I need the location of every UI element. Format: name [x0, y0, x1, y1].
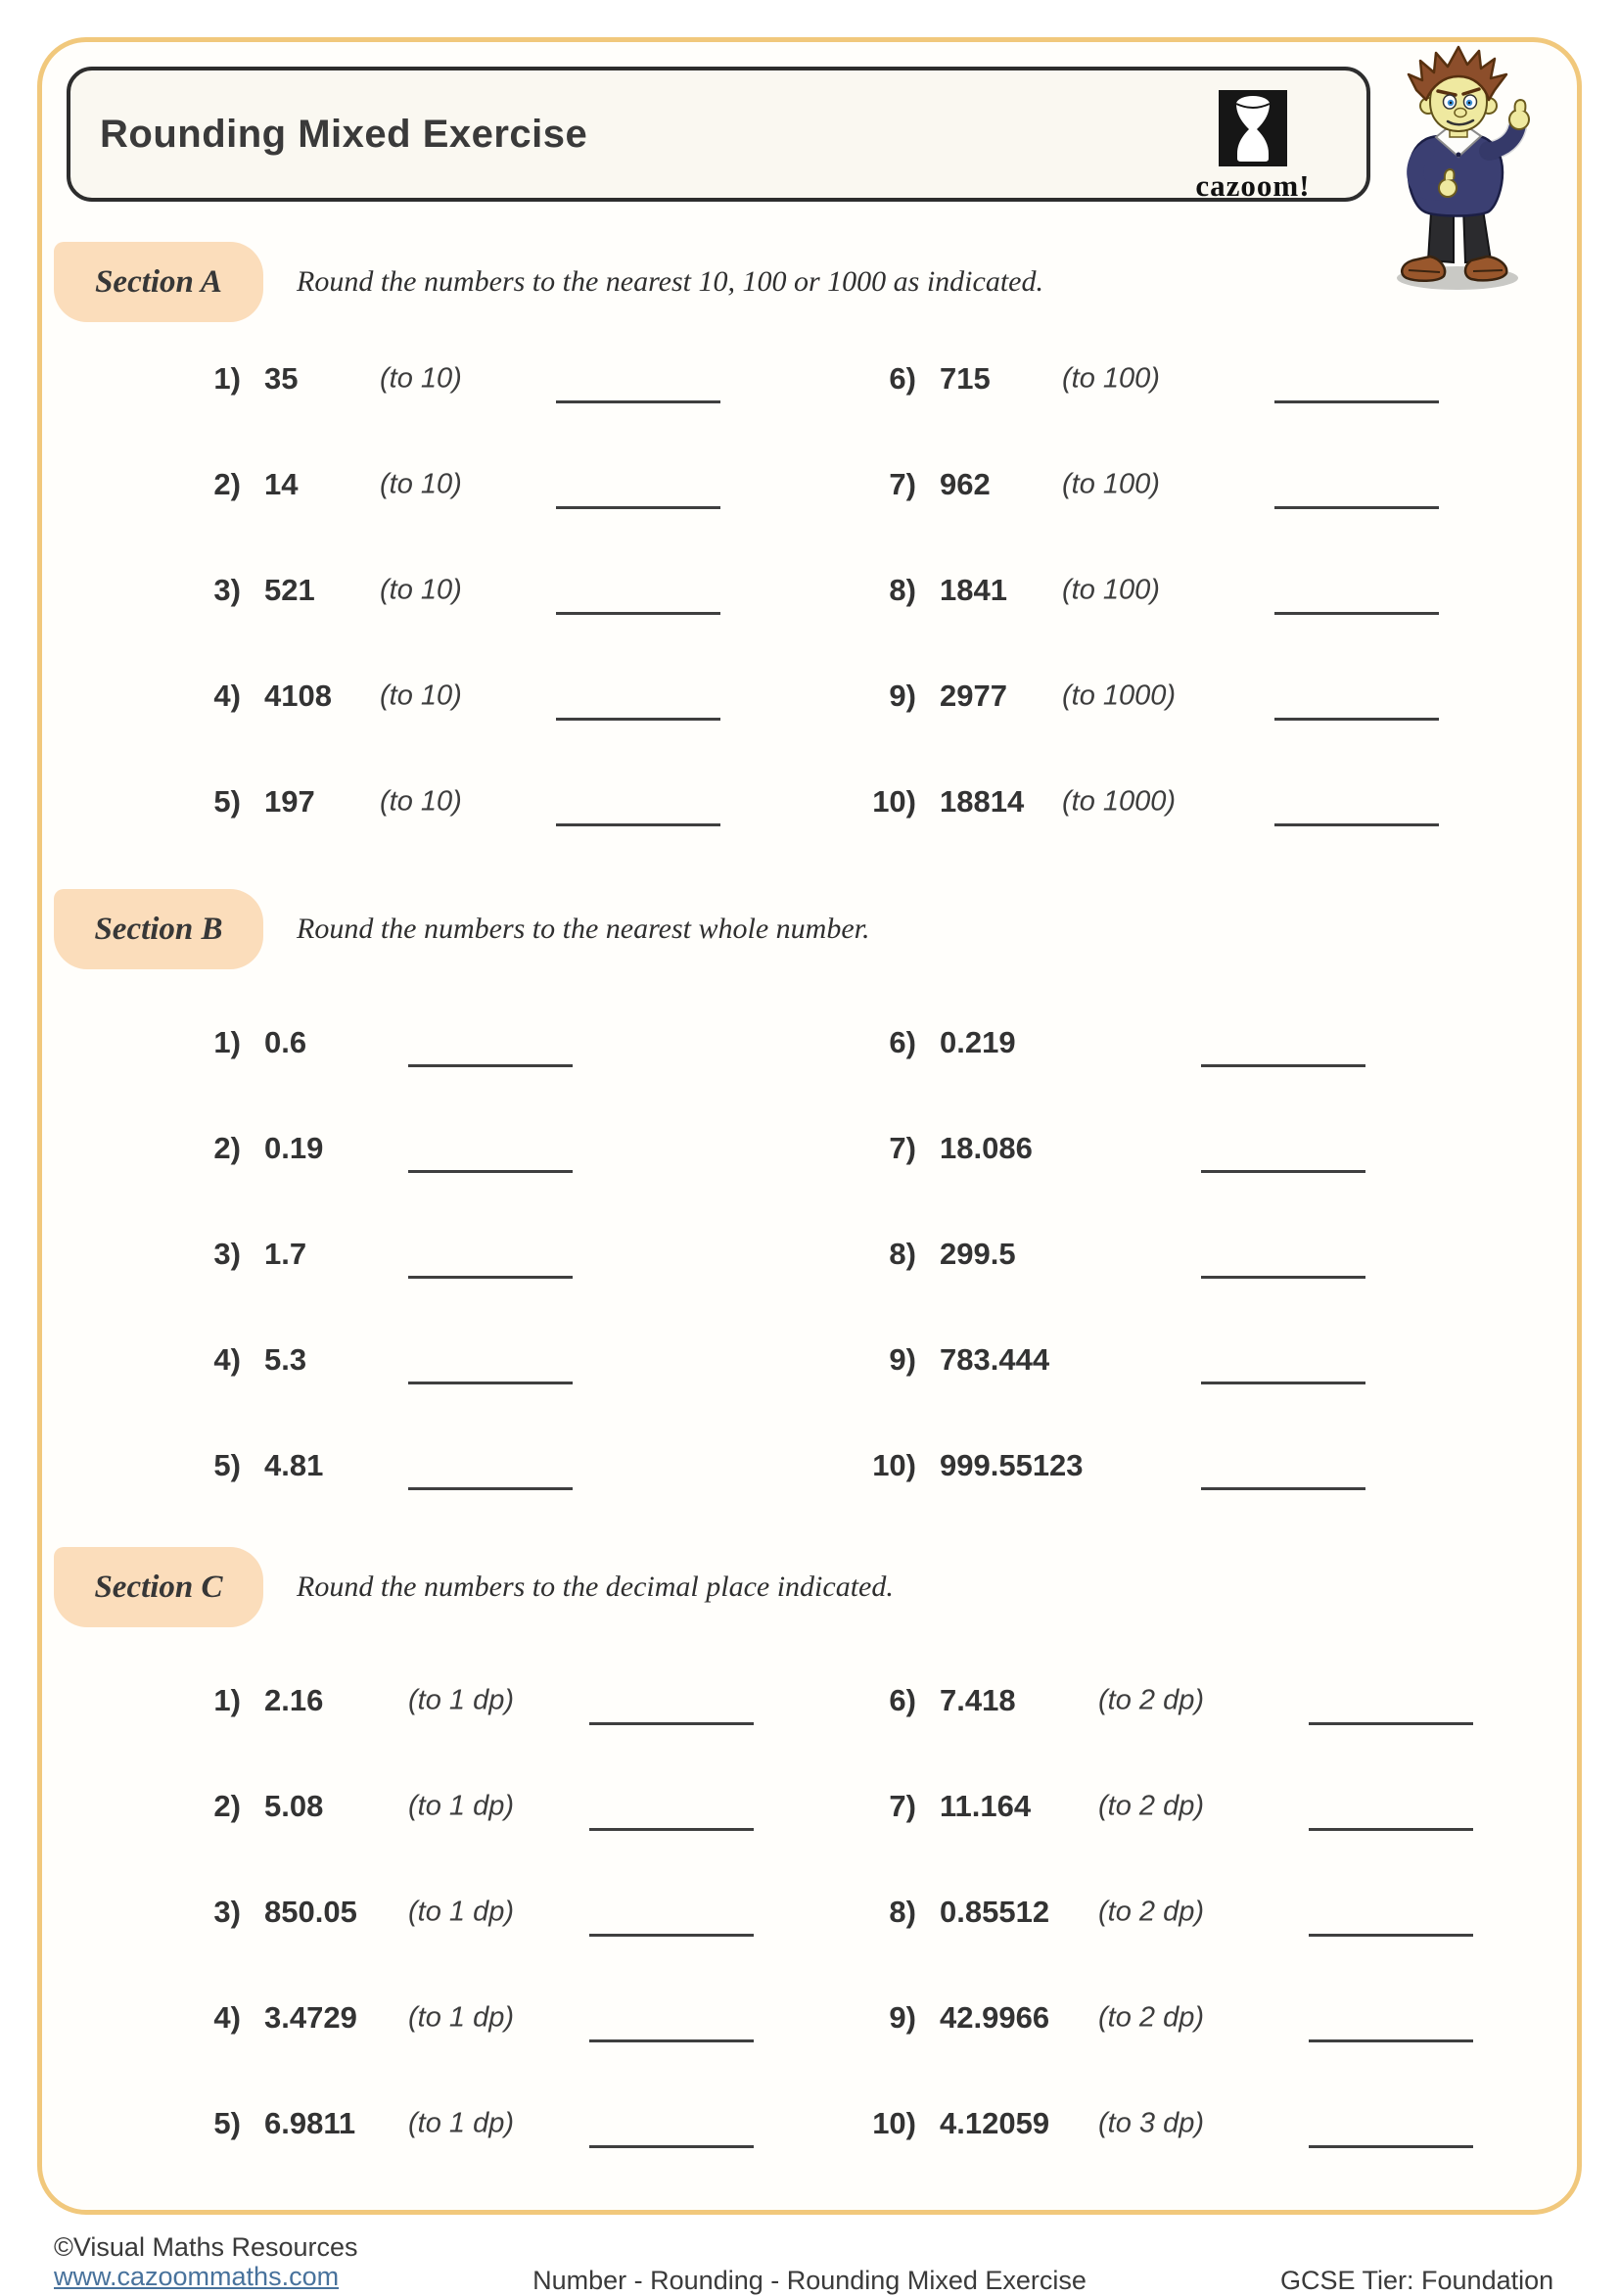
question-value: 715: [940, 361, 991, 396]
question-hint: (to 10): [380, 468, 462, 500]
question-hint: (to 3 dp): [1098, 2107, 1204, 2139]
question-number: 10): [872, 2106, 916, 2140]
question-number: 5): [213, 2106, 241, 2140]
question-value: 2977: [940, 679, 1007, 713]
question-number: 8): [889, 1237, 916, 1271]
question-value: 0.219: [940, 1025, 1016, 1059]
question-hint: (to 1 dp): [408, 2107, 514, 2139]
question-value: 521: [264, 573, 315, 607]
question-number: 3): [213, 1895, 241, 1929]
question-value: 5.3: [264, 1342, 307, 1377]
question-hint: (to 100): [1062, 574, 1160, 606]
question-value: 6.9811: [264, 2106, 356, 2140]
question-number: 9): [889, 2000, 916, 2035]
question-number: 1): [213, 361, 241, 396]
question-hint: (to 2 dp): [1098, 1790, 1204, 1822]
question-value: 4.81: [264, 1448, 324, 1482]
question-number: 5): [213, 784, 241, 819]
question-value: 14: [264, 467, 299, 501]
question-value: 299.5: [940, 1237, 1016, 1271]
section-instruction: Round the numbers to the nearest whole number.: [297, 913, 870, 945]
question-number: 4): [213, 679, 241, 713]
question-value: 962: [940, 467, 991, 501]
page-border: [37, 37, 1582, 2215]
question-hint: (to 1 dp): [408, 1790, 514, 1822]
section-label-text: Section A: [95, 263, 222, 300]
question-number: 7): [889, 1789, 916, 1823]
cazoom-drum-icon: [1219, 90, 1287, 166]
question-number: 3): [213, 1237, 241, 1271]
question-hint: (to 1 dp): [408, 1684, 514, 1716]
question-value: 4.12059: [940, 2106, 1050, 2140]
question-number: 1): [213, 1683, 241, 1717]
question-value: 850.05: [264, 1895, 357, 1929]
question-number: 4): [213, 1342, 241, 1377]
question-number: 7): [889, 1131, 916, 1165]
footer-breadcrumb: Number - Rounding - Rounding Mixed Exercise: [532, 2266, 1087, 2295]
question-value: 783.444: [940, 1342, 1050, 1377]
question-number: 7): [889, 467, 916, 501]
question-hint: (to 1 dp): [408, 1896, 514, 1928]
question-number: 2): [213, 1131, 241, 1165]
question-number: 8): [889, 1895, 916, 1929]
section-label-text: Section B: [94, 911, 223, 947]
question-hint: (to 2 dp): [1098, 1896, 1204, 1928]
question-value: 18.086: [940, 1131, 1033, 1165]
logo-text: cazoom!: [1195, 168, 1311, 203]
page-title: Rounding Mixed Exercise: [100, 112, 588, 156]
question-number: 3): [213, 573, 241, 607]
question-hint: (to 10): [380, 679, 462, 712]
question-hint: (to 1 dp): [408, 2001, 514, 2034]
question-number: 2): [213, 467, 241, 501]
question-value: 11.164: [940, 1789, 1032, 1823]
question-value: 2.16: [264, 1683, 324, 1717]
question-hint: (to 1000): [1062, 679, 1177, 712]
section-label-text: Section C: [94, 1569, 223, 1605]
question-hint: (to 2 dp): [1098, 2001, 1204, 2034]
question-hint: (to 10): [380, 362, 462, 395]
title-box: [67, 67, 1370, 202]
question-number: 9): [889, 679, 916, 713]
question-number: 6): [889, 361, 916, 396]
question-number: 6): [889, 1025, 916, 1059]
question-hint: (to 2 dp): [1098, 1684, 1204, 1716]
section-instruction: Round the numbers to the decimal place indicated.: [297, 1570, 894, 1603]
question-value: 1.7: [264, 1237, 307, 1271]
question-value: 5.08: [264, 1789, 324, 1823]
question-number: 8): [889, 573, 916, 607]
question-number: 2): [213, 1789, 241, 1823]
question-number: 6): [889, 1683, 916, 1717]
question-number: 9): [889, 1342, 916, 1377]
section-instruction: Round the numbers to the nearest 10, 100 or 1000 as indicated.: [297, 265, 1043, 298]
cazoom-logo: [1175, 90, 1331, 204]
question-value: 0.19: [264, 1131, 324, 1165]
question-number: 4): [213, 2000, 241, 2035]
question-number: 10): [872, 1448, 916, 1482]
question-value: 35: [264, 361, 299, 396]
footer-tier: GCSE Tier: Foundation: [1280, 2266, 1554, 2295]
question-number: 1): [213, 1025, 241, 1059]
question-hint: (to 100): [1062, 468, 1160, 500]
question-number: 5): [213, 1448, 241, 1482]
question-value: 999.55123: [940, 1448, 1084, 1482]
question-value: 42.9966: [940, 2000, 1050, 2035]
copyright-text: ©Visual Maths Resources: [54, 2232, 358, 2262]
question-hint: (to 10): [380, 785, 462, 818]
question-value: 0.6: [264, 1025, 307, 1059]
question-value: 4108: [264, 679, 332, 713]
question-hint: (to 10): [380, 574, 462, 606]
website-link[interactable]: www.cazoommaths.com: [54, 2262, 340, 2291]
question-hint: (to 1000): [1062, 785, 1177, 818]
question-value: 18814: [940, 784, 1025, 819]
question-value: 1841: [940, 573, 1007, 607]
question-value: 197: [264, 784, 315, 819]
question-number: 10): [872, 784, 916, 819]
mascot-boy-illustration: [1375, 45, 1547, 295]
question-value: 7.418: [940, 1683, 1016, 1717]
question-value: 3.4729: [264, 2000, 357, 2035]
question-hint: (to 100): [1062, 362, 1160, 395]
question-value: 0.85512: [940, 1895, 1050, 1929]
